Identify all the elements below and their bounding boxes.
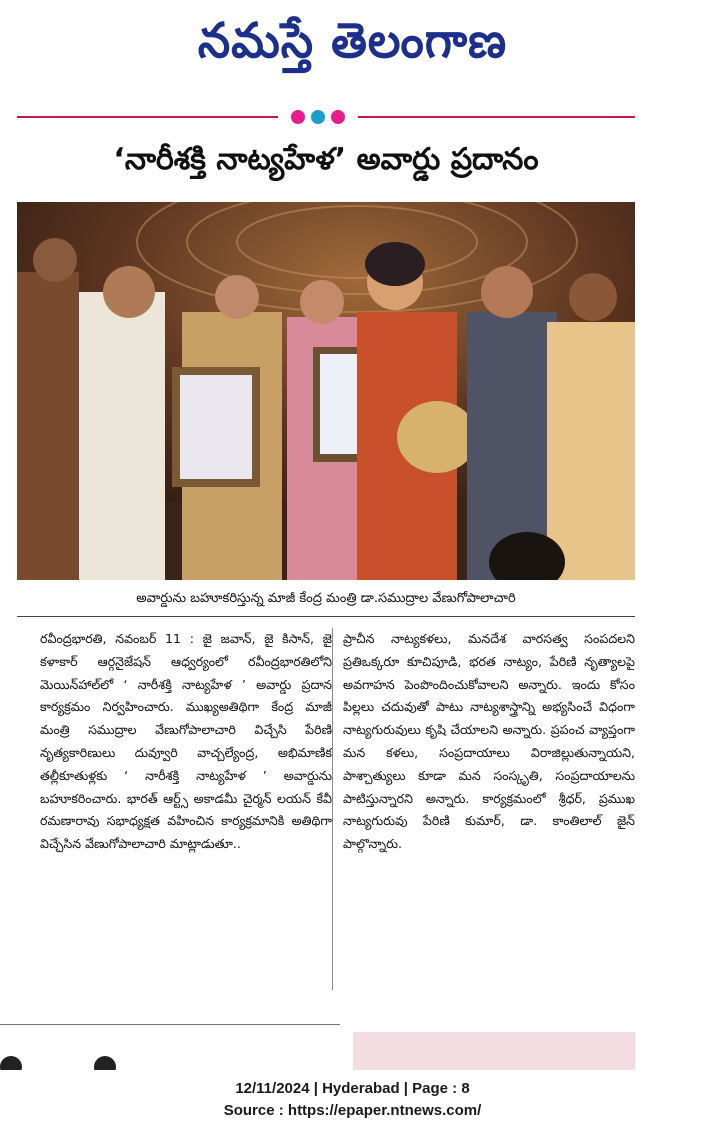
dot-icon — [311, 110, 325, 124]
glyph-fragment — [0, 1056, 22, 1070]
caption-rule — [17, 616, 635, 617]
glyph-fragment — [94, 1056, 116, 1070]
dot-icon — [331, 110, 345, 124]
footer-date-line: 12/11/2024 | Hyderabad | Page : 8 — [235, 1080, 470, 1097]
decorative-dots — [286, 109, 350, 125]
clipped-text-fragment — [17, 100, 417, 106]
next-article-box — [353, 1032, 635, 1070]
page-footer — [0, 1078, 705, 1122]
photo-caption: అవార్డును బహూకరిస్తున్న మాజీ కేంద్ర మంత్రి డా.సముద్రాల వేణుగోపాలాచారి — [136, 591, 516, 606]
next-article-fragment — [0, 1046, 170, 1070]
column-divider — [332, 628, 333, 990]
bottom-rule — [0, 1024, 340, 1025]
footer-source-line: Source : https://epaper.ntnews.com/ — [223, 1102, 482, 1119]
article-photo — [17, 202, 635, 580]
dot-icon — [291, 110, 305, 124]
masthead — [0, 4, 705, 76]
newspaper-title: నమస్తే తెలంగాణ — [197, 11, 508, 69]
article-column-right: ప్రాచీన నాట్యకళలు, మనదేశ వారసత్వ సంపదలని ప్రతిఒక్కరూ కూచిపూడి, భరత నాట్యం, పేరిణి నృత్యాలపై అవగాహన పెంపొందించుకోవాలని అన్నారు. ఇందు కోసం పిల్లలు చదువుతో పాటు నాట్యశాస్త్రాన్ని అభ్యసించే విధంగా నాట్యగురువులు కృషి చేయాలని అన్నారు. ప్రపంచ వ్యాప్తంగా మన కళలు, సంప్రదాయాలు విరాజిల్లుతున్నాయని, పాశ్చాత్యులు కూడా మన సంస్కృతి, సంప్రదాయాలను పాటిస్తున్నారని అన్నారు. కార్యక్రమంలో శ్రీధర్, ప్రముఖ నాట్యగురువు పేరిణి కుమార్, డా. కాంతిలాల్ జైన్ పాల్గొన్నారు. — [343, 631, 635, 852]
article-headline: ‘నారీశక్తి నాట్యహేళ’ అవార్డు ప్రదానం — [113, 142, 539, 177]
article-column-left: రవీంద్రభారతి, నవంబర్ 11 : జై జవాన్, జై కిసాన్, జై కళాకార్ ఆర్గనైజేషన్ ఆధ్వర్యంలో రవీంద్రభారతిలోని మెయిన్‌హాల్‌లో ‘ నారీశక్తి నాట్యహేళ ’ అవార్డు ప్రదాన కార్యక్రమం నిర్వహించారు. ముఖ్యఅతిథిగా కేంద్ర మాజీ మంత్రి సముద్రాల వేణుగోపాలాచారి విచ్చేసి పేరిణి నృత్యకారిణులు దువ్వూరి వాచ్చల్యేంద్ర, అభిమాణిక తల్లీకూతుళ్లకు ‘ నారీశక్తి నాట్యహేళ ’ అవార్డును బహూకరించారు. భారత్ ఆర్ట్స్ అకాడమీ చైర్మన్ లయన్ కేవీ రమణారావు సభాధ్యక్షత వహించిన కార్యక్రమానికి అతిథిగా విచ్చేసిన వేణుగోపాలాచారి మాట్లాడుతూ.. — [40, 631, 332, 852]
